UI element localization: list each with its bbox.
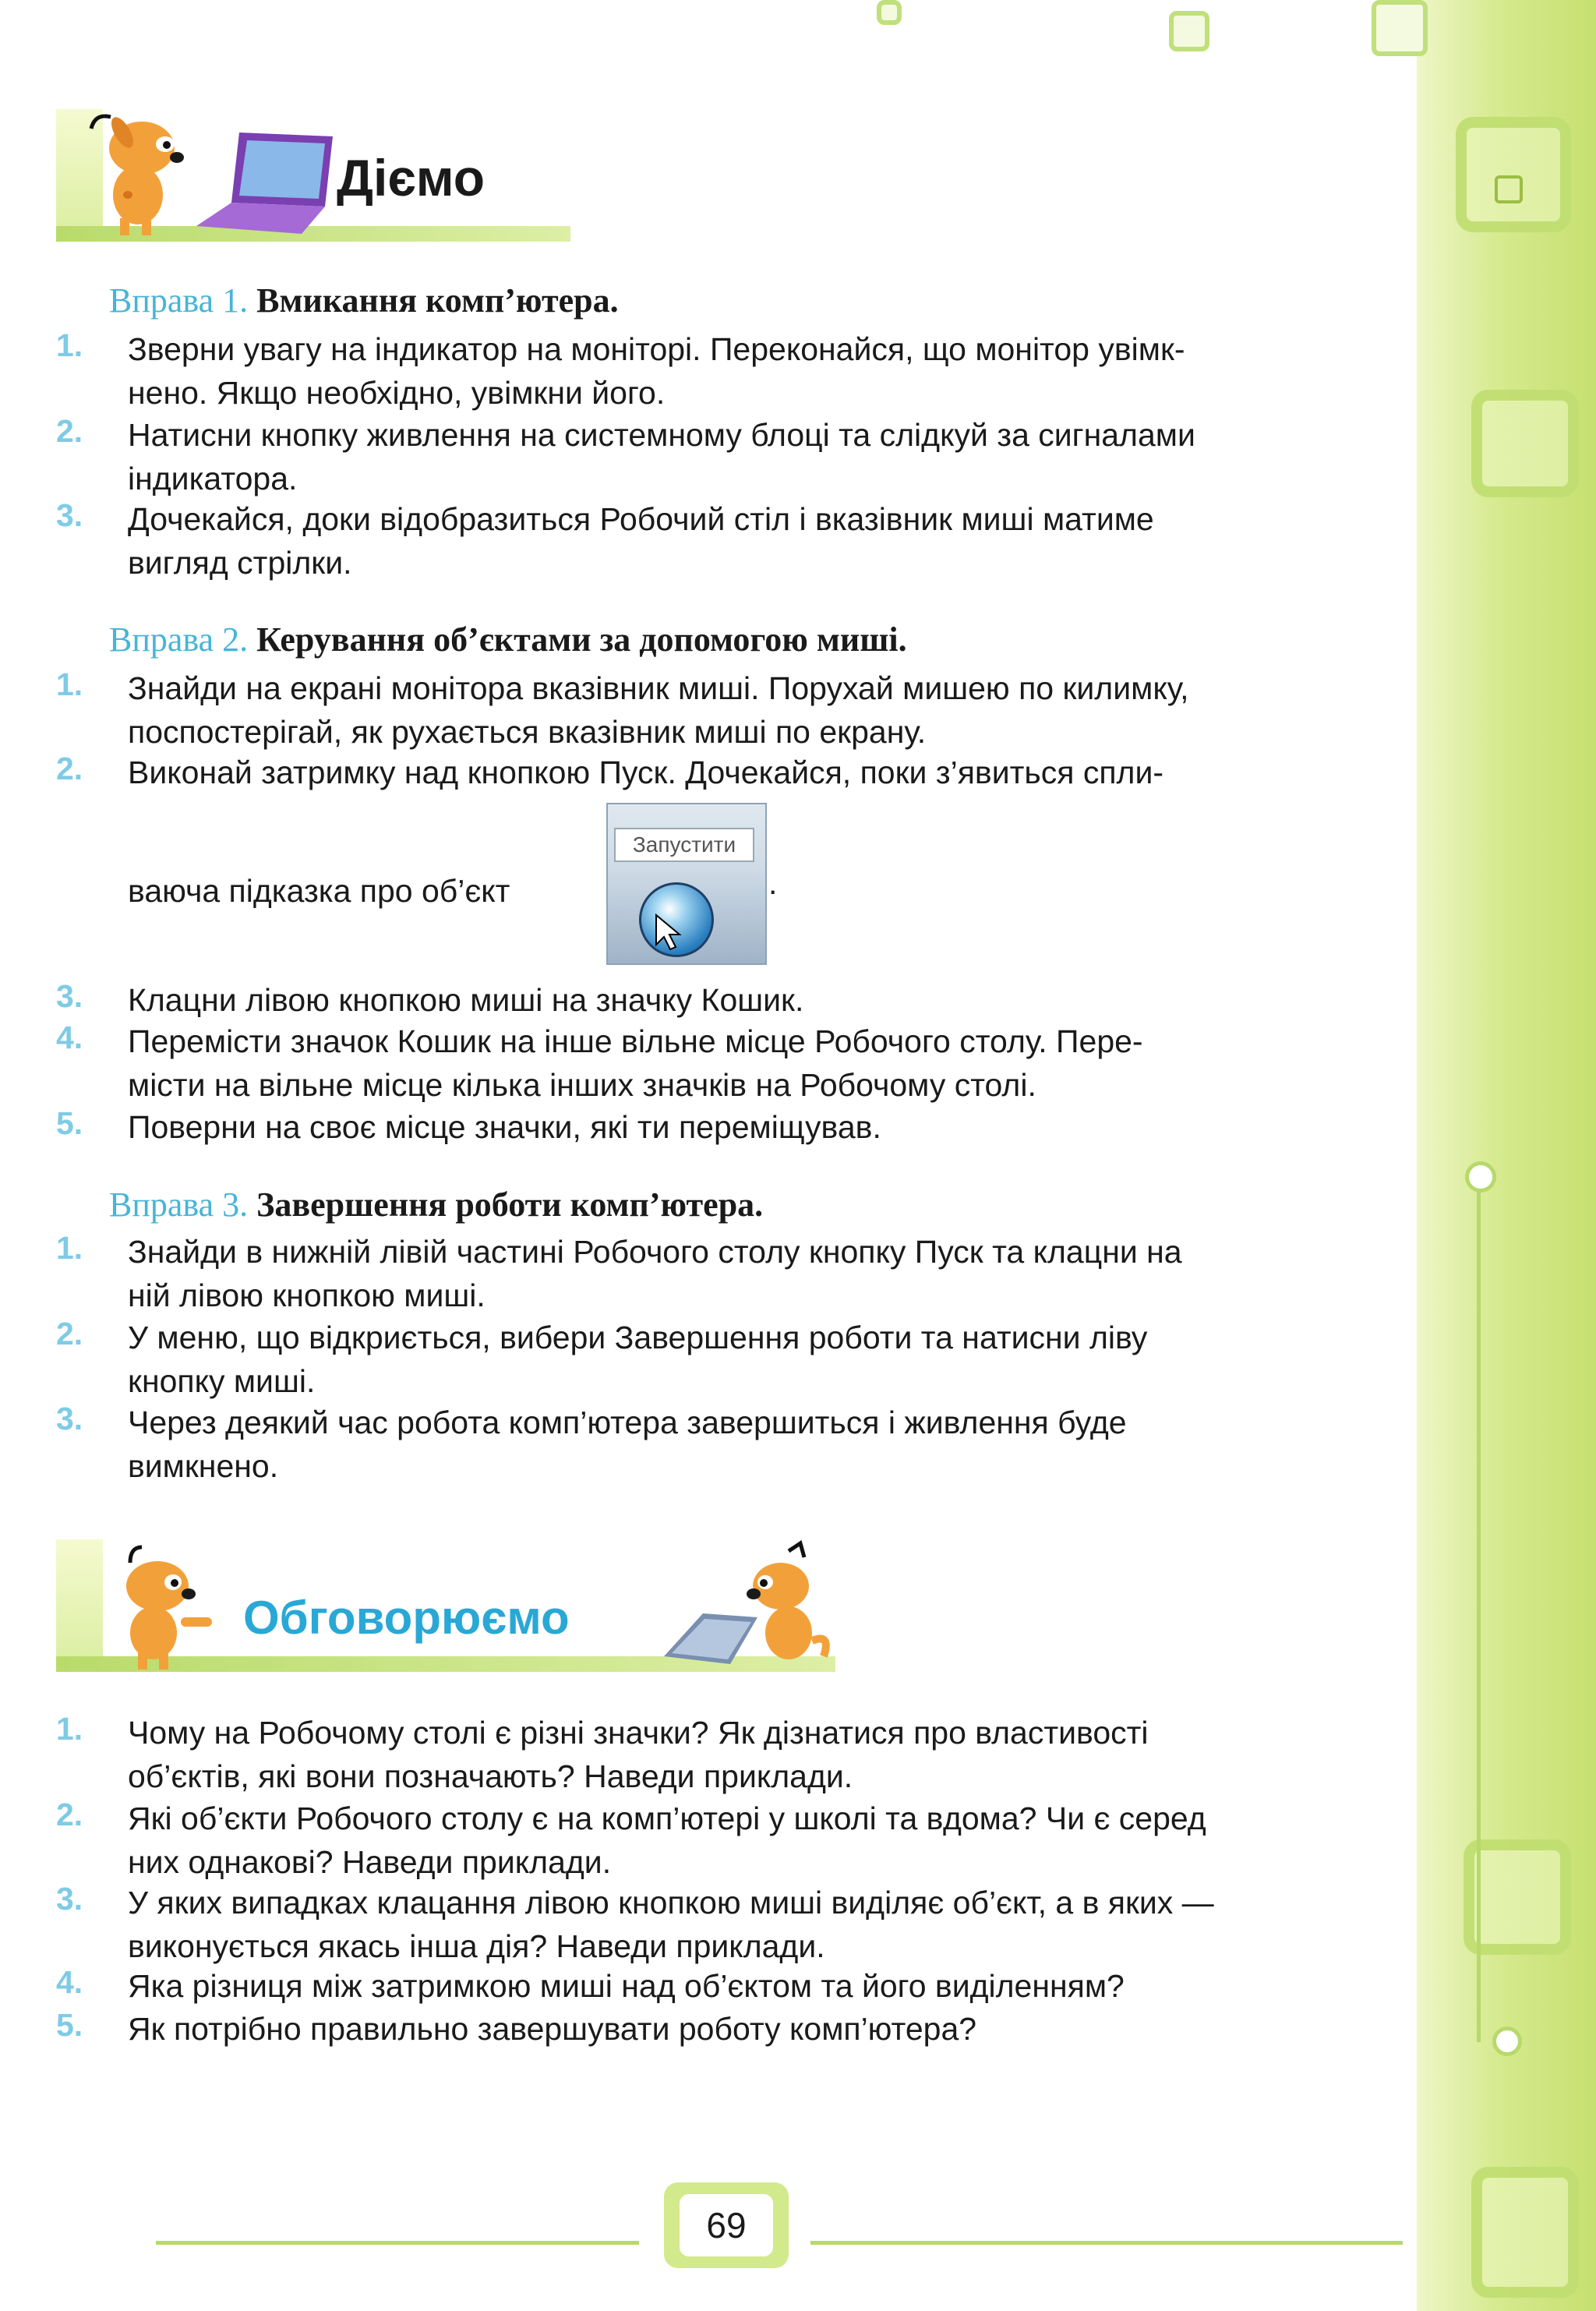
item-text [128,666,1453,754]
exercise-3-label: Вправа 3. [109,1186,249,1224]
item-number: 4. [56,1964,83,2000]
item-text [128,1105,1453,1149]
decorative-line [156,2241,639,2245]
item-line: Знайди в нижній лівій частині Робочого столу кнопку Пуск та клацни на [128,1234,1182,1270]
page-number: 69 [680,2194,773,2256]
item-number: 3. [56,978,83,1014]
decorative-tile [1456,117,1571,232]
item-text [128,1401,1453,1488]
item-number: 1. [56,327,83,363]
decorative-tile [1495,175,1523,203]
item-line: У меню, що відкриється, вибери Завершення роботи та натисни ліву [128,1320,1148,1355]
item-line: вимкнено. [128,1448,279,1484]
item-number: 1. [56,1230,83,1266]
item-text [128,327,1453,415]
exercise-1-label: Вправа 1. [109,281,249,320]
item-line: виконується якась інша дія? Наведи приклади. [128,1928,825,1964]
exercise-2-label: Вправа 2. [109,620,249,659]
exercise-2-heading [109,620,907,659]
item-line: поспостерігай, як рухається вказівник миші по екрану. [128,714,927,750]
item-text [128,1964,1453,2008]
exercise-2-title: Керування об’єктами за допомогою миші. [256,620,907,659]
decorative-line [810,2241,1403,2245]
item-text [128,497,1453,585]
tooltip-text: Запустити [614,828,754,862]
item-line: об’єктів, які вони позначають? Наведи приклади. [128,1758,853,1794]
exercise-1-title: Вмикання комп’ютера. [256,281,619,320]
item-number: 2. [56,413,83,449]
item-text [128,1019,1453,1107]
item-number: 2. [56,1316,83,1352]
exercise-3-title: Завершення роботи комп’ютера. [256,1186,764,1224]
exercise-3-heading [109,1185,763,1224]
item-line: Знайди на екрані монітора вказівник миші. Порухай мишею по килимку, [128,670,1189,706]
item-line: Клацни лівою кнопкою миші на значку Кошик. [128,982,804,1018]
decorative-tile [1471,390,1579,497]
start-button-tooltip-image [606,803,767,965]
decorative-square [1372,0,1428,56]
item-line: Через деякий час робота комп’ютера завершиться і живлення буде [128,1405,1127,1440]
item-line: ній лівою кнопкою миші. [128,1277,486,1313]
decorative-square [1169,11,1209,51]
item-line: У яких випадках клацання лівою кнопкою миші виділяє об’єкт, а в яких — [128,1885,1214,1921]
item-number: 4. [56,1019,83,1055]
section-title-discuss: Обговорюємо [243,1592,570,1644]
section-title-doing: Дiємо [337,149,486,207]
item-line: Виконай затримку над кнопкою Пуск. Дочекайся, поки з’явиться спли- [128,754,1164,790]
item-line: Зверни увагу на індикатор на моніторі. Переконайся, що монітор увімк- [128,331,1185,367]
section-header-discuss [56,1539,835,1672]
decorative-line [1477,1185,1481,2042]
exercise-1-heading [109,281,619,320]
item-line: Які об’єкти Робочого столу є на комп’ютері у школі та вдома? Чи є серед [128,1800,1206,1836]
item-number: 3. [56,1401,83,1436]
item-line: Чому на Робочому столі є різні значки? Як дізнатися про властивості [128,1715,1149,1751]
mouse-cursor-icon [655,913,686,952]
item-line: нено. Якщо необхідно, увімкни його. [128,375,666,411]
item-text [128,1230,1453,1317]
decorative-dot [1492,2027,1522,2056]
decorative-square [877,0,902,25]
item-line: ваюча підказка про об’єкт [128,873,510,909]
laptop-icon [192,129,348,238]
item-number: 5. [56,2007,83,2043]
item-text [128,413,1453,500]
item-line: вигляд стрілки. [128,545,352,581]
item-number: 3. [56,497,83,533]
cartoon-dog-icon [95,1539,228,1672]
page-number-frame [664,2182,789,2268]
item-text [128,751,1453,913]
item-line: Перемісти значок Кошик на інше вільне місце Робочого столу. Пере- [128,1023,1143,1059]
item-number: 1. [56,1711,83,1747]
cartoon-dog-icon [79,109,189,238]
item-line: них однакові? Наведи приклади. [128,1844,612,1880]
item-line: індикатора. [128,461,298,496]
item-number: 3. [56,1881,83,1917]
item-line: Як потрібно правильно завершувати роботу комп’ютера? [128,2011,977,2047]
decorative-tile [1471,2167,1579,2298]
decorative-dot [1465,1161,1496,1193]
item-text [128,1711,1453,1798]
period: . [768,865,778,901]
dog-with-laptop-icon [656,1539,835,1672]
section-header-doing [56,109,570,242]
item-number: 1. [56,666,83,702]
item-line: місти на вільне місце кілька інших значків на Робочому столі. [128,1067,1036,1103]
item-number: 5. [56,1105,83,1141]
item-number: 2. [56,751,83,786]
item-text [128,1797,1453,1884]
item-line: Поверни на своє місце значки, які ти переміщував. [128,1109,881,1145]
item-line: Яка різниця між затримкою миші над об’єктом та його виділенням? [128,1968,1125,2004]
item-text [128,1881,1453,1968]
item-line: Натисни кнопку живлення на системному блоці та слідкуй за сигналами [128,417,1195,453]
item-number: 2. [56,1797,83,1832]
item-text [128,978,1453,1022]
item-line: Дочекайся, доки відобразиться Робочий стіл і вказівник миші матиме [128,501,1154,537]
item-text [128,2007,1453,2051]
item-line: кнопку миші. [128,1363,316,1399]
item-text [128,1316,1453,1403]
